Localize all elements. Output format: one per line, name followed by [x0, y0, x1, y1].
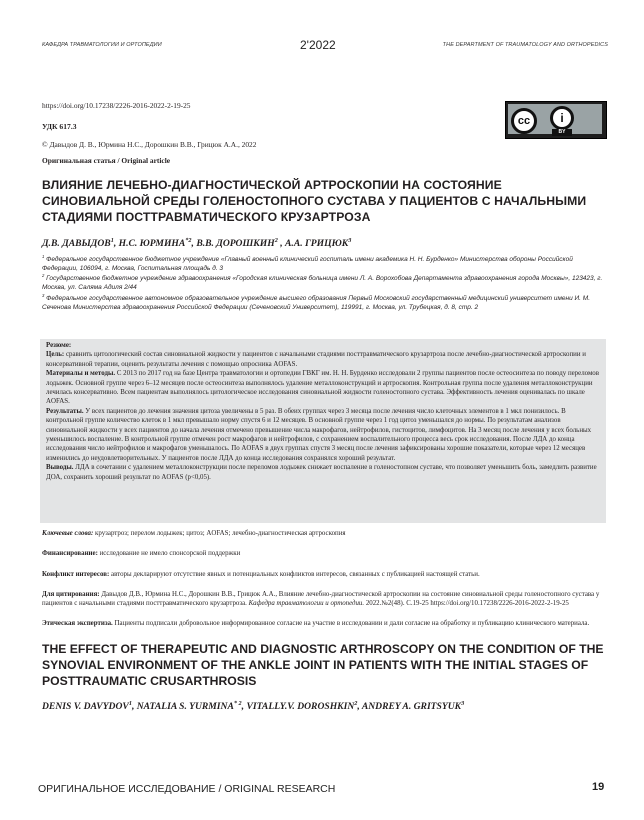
- article-title-en: THE EFFECT OF THERAPEUTIC AND DIAGNOSTIC ARTHROSCOPY ON THE CONDITION OF THE SYNOVIAL ENVIRONMENT OF THE ANKLE JOINT IN PATIENTS WITH THE INITIAL STAGES OF POSTTRAUMATIC CRUSARTHROSIS: [42, 642, 604, 688]
- cc-by-license-badge: [505, 101, 607, 139]
- ethics: [42, 619, 604, 628]
- results-text: У всех пациентов до лечения значения цитоза увеличены в 5 раз. В обеих группах через 3 месяца после лечения число клеточных элементов в 1 мкл понизилось. В контрольной группе количество клеток в 1 мкл превышало норму спустя 6 и 12 месяцев. В основной группе через 1 год цитоз уменьшался до нормы. По результатам анализов синовиальной жидкости у всех пациентов до начала лечения отмечено превышение числа макрофагов, нейтрофилов, гистоцитов, лимфоцитов. На 3 месяц после лечения у всех больных уменьшилось воспаление. В контрольной группе отмечен рост макрофагов и нейтрофилов, с сохранением воспалительного процесса весь срок исследования. После ЛДА до конца исследования число нейтрофилов и макрофагов уменьшалось. По AOFAS в двух группах спустя 3 месяц после лечения зафиксированы хорошие показатели, которые через 12 месяцев изменились до неудовлетворительных. У пациентов после ЛДА до конца исследования сохранялся хороший результат.: [46, 407, 592, 462]
- article-title-ru: ВЛИЯНИЕ ЛЕЧЕБНО-ДИАГНОСТИЧЕСКОЙ АРТРОСКОПИИ НА СОСТОЯНИЕ СИНОВИАЛЬНОЙ СРЕДЫ ГОЛЕНОСТОПНОГО СУСТАВА У ПАЦИЕНТОВ С НАЧАЛЬНЫМИ СТАДИЯМИ ПОСТТРАВМАТИЧЕСКОГО КРУЗАРТРОЗА: [42, 178, 587, 224]
- keywords-text: крузартроз; перелом лодыжек; цитоз; AOFAS; лечебно-диагностическая артроскопия: [95, 530, 346, 537]
- funding-label: Финансирование:: [42, 550, 98, 557]
- conclusions-text: ЛДА в сочетании с удалением металлоконструкции после переломов лодыжек снижает воспаление в голеностопном суставе, что позволяет уменьшить боль, замедлить развитие ДОА, сохранить хороший результат по AOFAS (p<0,05).: [46, 464, 597, 481]
- copyright-line: © Давыдов Д. В., Юрмина Н.С., Дорошкин В.В., Грицюк А.А., 2022: [42, 140, 257, 149]
- keywords-label: Ключевые слова:: [42, 530, 94, 537]
- doi-link[interactable]: https://doi.org/10.17238/2226-2016-2022-2-19-25: [42, 101, 191, 110]
- conflict-of-interest: [42, 570, 604, 579]
- author-name: Д.В. ДАВЫДОВ: [42, 238, 111, 249]
- conclusions-label: Выводы.: [46, 464, 74, 472]
- author-affil-mark: 1: [110, 236, 114, 244]
- affiliation-3: [42, 294, 604, 312]
- abstract: [46, 341, 601, 482]
- creative-commons-icon: cc: [511, 108, 537, 134]
- aim-text: сравнить цитологический состав синовиальной жидкости у пациентов с начальными стадиями посттравматического крузартроза после лечебно-диагностической артроскопии и консервативной терапии, оценить результаты лечения с помощью опросника AOFAS.: [46, 351, 586, 368]
- author-name: DENIS V. DAVYDOV: [42, 701, 129, 712]
- issue-number: 2'2022: [300, 38, 336, 52]
- author-name: VITALLY.V. DOROSHKIN: [246, 701, 355, 712]
- affil-mark: 1: [42, 253, 45, 259]
- authors-en: DENIS V. DAVYDOV$^1$, NATALIA S. YURMINA$^{* 2}$, VITALLY.V. DOROSHKIN$^2$, ANDREY A. GRITSYUK$^3$: [42, 699, 465, 712]
- affil-text: Федеральное государственное бюджетное учреждение «Главный военный клинический госпиталь имени академика Н. Н. Бурденко» Министерства обороны Российской Федерации, 106094, г. Москва, Госпитальная площадь д. 3: [42, 256, 573, 272]
- conflict-label: Конфликт интересов:: [42, 571, 110, 578]
- affil-mark: 3: [42, 292, 45, 298]
- methods-text: С 2013 по 2017 год на базе Центра травматологии и ортопедии ГВКГ им. Н. Н. Бурденко исследовали 2 группы пациентов после остеосинтеза по поводу переломов лодыжек. Основной группе через 6–12 месяцев после остеосинтеза выполнялось удаление металлоконструкций и артроскопия. Контрольная группа после удаления металлоконструкции лечилась консервативно. Всем пациентам выполнялось цитологическое исследования синовиальной жидкости голеностопного сустава. Эффективность лечения оценивалась по шкале AOFAS.: [46, 370, 600, 406]
- affil-mark: 2: [42, 272, 45, 278]
- ethics-text: Пациенты подписали добровольное информированное согласие на участие в исследовании и дали согласие на обработку и публикацию клинического материала.: [114, 620, 590, 627]
- citation-label: Для цитирования:: [42, 591, 100, 598]
- abstract-heading: Резюме:: [46, 342, 72, 349]
- funding: [42, 549, 604, 558]
- page-number: 19: [592, 781, 605, 793]
- running-header-left: КАФЕДРА ТРАВМАТОЛОГИИ И ОРТОПЕДИИ: [42, 42, 162, 48]
- methods-label: Материалы и методы.: [46, 370, 116, 378]
- author-affil-mark: 2: [274, 236, 278, 244]
- author-name: Н.С. ЮРМИНА: [118, 238, 186, 249]
- author-name: А.А. ГРИЦЮК: [285, 238, 349, 249]
- author-name: В.В. ДОРОШКИН: [196, 238, 275, 249]
- authors-ru: Д.В. ДАВЫДОВ$^1$, Н.С. ЮРМИНА$^{*2}$, В.В. ДОРОШКИН$^2$ , А.А. ГРИЦЮК$^3$: [42, 236, 352, 249]
- ethics-label: Этическая экспертиза.: [42, 620, 113, 627]
- article-type: Оригинальная статья / Original article: [42, 156, 171, 165]
- author-affil-mark: 3: [461, 699, 465, 707]
- citation: [42, 590, 604, 609]
- citation-text: Давыдов Д.В., Юрмина Н.С., Дорошкин В.В., Грицюк А.А., Влияние лечебно-диагностической артроскопии на состояние синовиальной среды голеностопного сустава у пациентов с начальными стадиями посттравматического крузартроза.: [42, 591, 600, 608]
- author-name: NATALIA S. YURMINA: [136, 701, 234, 712]
- author-affil-mark: * 2: [233, 699, 242, 707]
- author-affil-mark: *2: [185, 236, 192, 244]
- footer-section-label: ОРИГИНАЛЬНОЕ ИССЛЕДОВАНИЕ / ORIGINAL RESEARCH: [38, 783, 336, 795]
- citation-tail: 2022.№2(48). С.19-25 https://doi.org/10.17238/2226-2016-2022-2-19-25: [365, 600, 569, 608]
- attribution-person-icon: i: [550, 106, 574, 130]
- author-affil-mark: 2: [354, 699, 358, 707]
- author-affil-mark: 3: [348, 236, 352, 244]
- results-label: Результаты.: [46, 407, 84, 415]
- funding-text: исследование не имело спонсорской поддержки: [99, 550, 241, 557]
- affil-text: Государственное бюджетное учреждение здравоохранения «Городская клиническая больница имени Л. А. Ворохобова Департамента здравоохранения города Москвы», 123423, г. Москва, ул. Саляма Адиля 2/44: [42, 275, 603, 291]
- author-affil-mark: 1: [128, 699, 132, 707]
- affiliation-2: [42, 274, 604, 292]
- running-header-right: THE DEPARTMENT OF TRAUMATOLOGY AND ORTHOPEDICS: [442, 42, 608, 48]
- author-name: ANDREY A. GRITSYUK: [361, 701, 462, 712]
- udk-code: УДК 617.3: [42, 122, 77, 131]
- citation-journal: Кафедра травматологии и ортопедии.: [248, 600, 365, 608]
- keywords: [42, 529, 604, 538]
- by-label: BY: [552, 129, 572, 136]
- aim-label: Цель:: [46, 351, 65, 359]
- affiliation-1: [42, 255, 604, 273]
- conflict-text: авторы декларируют отсутствие явных и потенциальных конфликтов интересов, связанных с публикацией настоящей статьи.: [111, 571, 480, 578]
- affil-text: Федеральное государственное автономное образовательное учреждение высшего образования Первый Московский государственный медицинский университет имени И. М. Сеченова Министерства здравоохранения Российской Федерации (Сеченовский Университет), 119991, г. Москва, ул. Трубецкая, д. 8, стр. 2: [42, 295, 591, 311]
